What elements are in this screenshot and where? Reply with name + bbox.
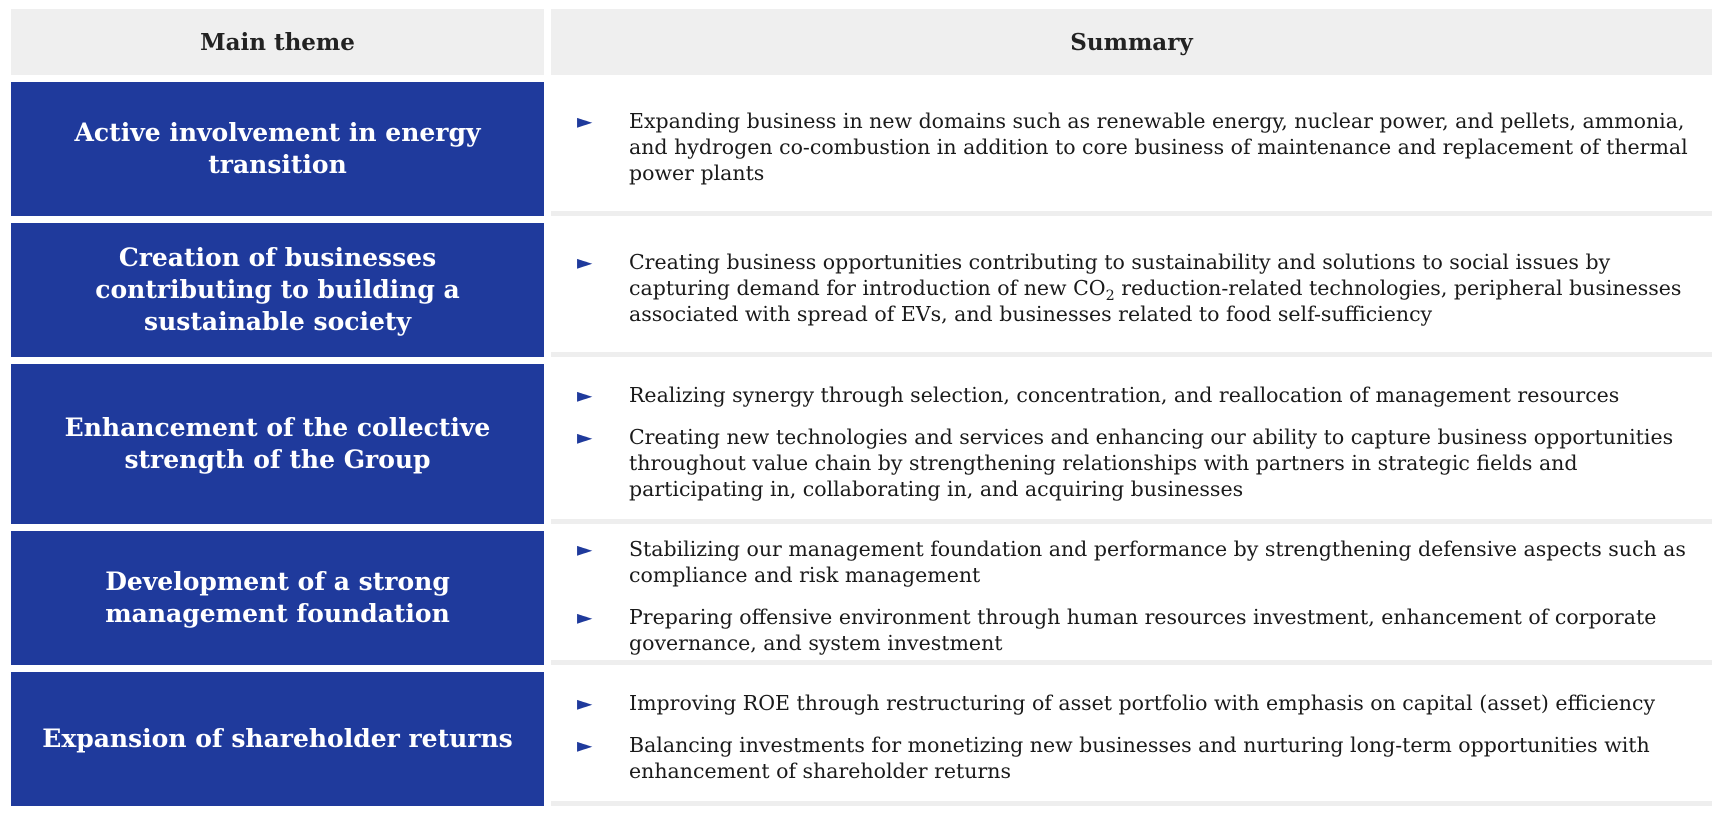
bullet-text: Creating new technologies and services and enhancing our ability to capture business opportunities throughout value chain by strengthening relationships with partners in strategic fields and participating in, collaborating in, and acquiring businesses bbox=[629, 424, 1674, 501]
triangle-right-icon: ► bbox=[577, 604, 593, 629]
bullet-text: Preparing offensive environment through human resources investment, enhancement of corporate governance, and system investment bbox=[629, 604, 1657, 655]
summary-bullet bbox=[577, 108, 1692, 186]
triangle-right-icon: ► bbox=[577, 424, 593, 449]
summary-cell bbox=[551, 531, 1712, 665]
bullet-text-part: Creating business opportunities contributing to sustainability and solutions to social issues by capturing demand for introduction of new CO bbox=[629, 250, 1611, 300]
bullet-text-part: reduction-related technologies, peripheral businesses associated with spread of EVs, and businesses related to food self-sufficiency bbox=[629, 276, 1682, 326]
table-header bbox=[11, 9, 1712, 75]
summary-bullet bbox=[577, 249, 1692, 327]
bullet-text bbox=[629, 249, 1692, 327]
triangle-right-icon: ► bbox=[577, 690, 593, 715]
triangle-right-icon: ► bbox=[577, 536, 593, 561]
theme-cell: Creation of businesses contributing to building a sustainable society bbox=[11, 223, 544, 357]
summary-cell bbox=[551, 82, 1712, 216]
summary-bullet bbox=[577, 690, 1692, 716]
summary-bullet bbox=[577, 382, 1692, 408]
header-main-theme: Main theme bbox=[11, 9, 544, 75]
summary-bullet bbox=[577, 424, 1692, 502]
bullet-text: Balancing investments for monetizing new businesses and nurturing long-term opportunities with enhancement of shareholder returns bbox=[629, 732, 1650, 783]
theme-cell: Development of a strong management foundation bbox=[11, 531, 544, 665]
theme-cell: Active involvement in energy transition bbox=[11, 82, 544, 216]
bullet-text: Stabilizing our management foundation and performance by strengthening defensive aspects such as compliance and risk management bbox=[629, 536, 1686, 587]
triangle-right-icon: ► bbox=[577, 382, 593, 407]
summary-cell bbox=[551, 364, 1712, 524]
bullet-text: Improving ROE through restructuring of asset portfolio with emphasis on capital (asset) efficiency bbox=[629, 690, 1656, 715]
summary-bullet bbox=[577, 536, 1692, 588]
table-row bbox=[11, 364, 1712, 524]
theme-cell: Enhancement of the collective strength of the Group bbox=[11, 364, 544, 524]
table-row bbox=[11, 531, 1712, 665]
triangle-right-icon: ► bbox=[577, 732, 593, 757]
bullet-text: Expanding business in new domains such as renewable energy, nuclear power, and pellets, ammonia, and hydrogen co-combustion in addition to core business of maintenance and replacement of thermal power plants bbox=[629, 109, 1688, 185]
triangle-right-icon: ► bbox=[577, 109, 593, 133]
bullet-text: Realizing synergy through selection, concentration, and reallocation of management resources bbox=[629, 382, 1620, 407]
table-row bbox=[11, 672, 1712, 806]
triangle-right-icon: ► bbox=[577, 250, 593, 274]
header-summary: Summary bbox=[551, 9, 1712, 75]
table-row bbox=[11, 82, 1712, 216]
summary-cell bbox=[551, 672, 1712, 806]
table-row bbox=[11, 223, 1712, 357]
summary-cell bbox=[551, 223, 1712, 357]
subscript-two: 2 bbox=[1105, 288, 1115, 305]
summary-bullet bbox=[577, 604, 1692, 656]
themes-table bbox=[11, 9, 1712, 813]
summary-bullet bbox=[577, 732, 1692, 784]
theme-cell: Expansion of shareholder returns bbox=[11, 672, 544, 806]
